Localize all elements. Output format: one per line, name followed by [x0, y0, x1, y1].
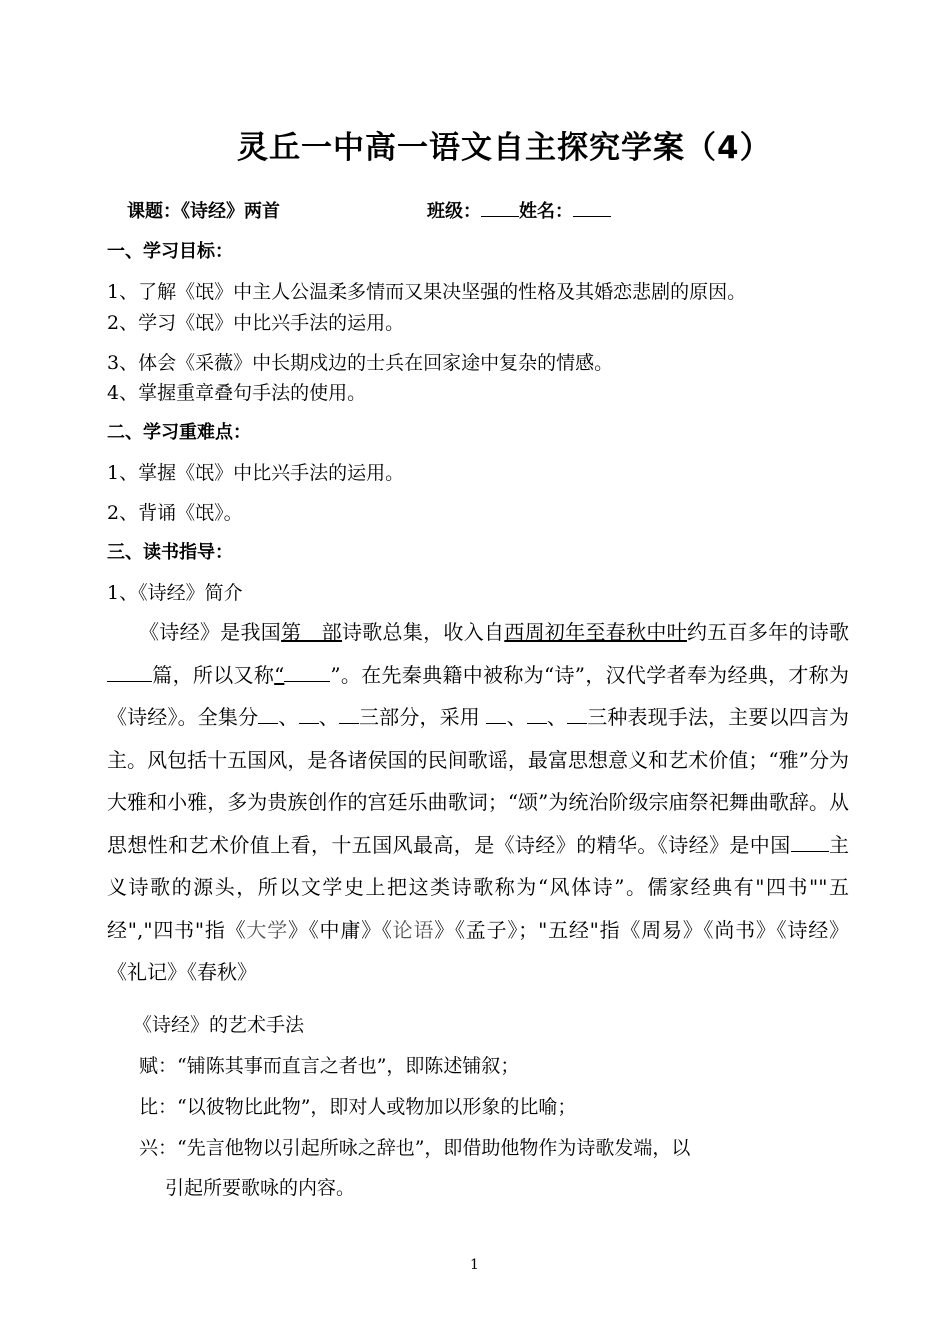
section2-heading: 二、学习重难点： — [107, 422, 251, 443]
class-blank — [481, 198, 519, 217]
name-label: 姓名： — [519, 201, 573, 222]
objective-item: 2、学习《氓》中比兴手法的运用。 — [107, 312, 405, 334]
name-blank — [573, 198, 611, 217]
blank-realism — [791, 831, 829, 852]
fill-answer: 西周初年至春秋中叶 — [504, 620, 687, 644]
fill-answer: 第 部 — [281, 620, 342, 644]
student-info-line — [427, 197, 611, 223]
topic-label: 课题： — [127, 201, 181, 222]
technique-bi: 比：“以彼物比此物”，即对人或物加以形象的比喻； — [139, 1096, 577, 1118]
intro-subheading: 1、《诗经》简介 — [107, 582, 243, 604]
technique-xing-continued: 引起所要歌咏的内容。 — [165, 1177, 356, 1199]
page-title: 灵丘一中高一语文自主探究学案（4） — [237, 130, 772, 166]
blank-part — [299, 703, 319, 724]
topic-value: 《诗经》两首 — [181, 201, 280, 222]
objective-item: 3、体会《采薇》中长期戍边的士兵在回家途中复杂的情感。 — [107, 352, 614, 374]
blank-technique — [527, 703, 547, 724]
blank-technique — [486, 703, 506, 724]
blank-count — [107, 661, 152, 682]
technique-fu: 赋：“铺陈其事而直言之者也”，即陈述铺叙； — [139, 1055, 520, 1077]
section3-heading: 三、读书指导： — [107, 542, 233, 563]
keypoint-item: 2、背诵《氓》。 — [107, 502, 243, 524]
blank-part — [258, 703, 278, 724]
shijing-intro-paragraph: 《诗经》是我国第 部诗歌总集，收入自西周初年至春秋中叶约五百多年的诗歌篇，所以又称“ ”。在先秦典籍中被称为“诗”，汉代学者奉为经典，才称为《诗经》。全集分 、 、 三部分，采用 、 、 三种表现手法，主要以四言为主。风包括十五国风，是各诸侯国的民间歌谣，最富思想意义和艺术价值；“雅”分为大雅和小雅，多为贵族创作的宫廷乐曲歌词；“颂”为统治阶级宗庙祭祀舞曲歌辞。从思想性和艺术价值上看，十五国风最高，是《诗经》的精华。《诗经》是中国 主义诗歌的源头，所以文学史上把这类诗歌称为“风体诗”。儒家经典有"四书""五经","四书"指《大学》《中庸》《论语》《孟子》；"五经"指《周易》《尚书》《诗经》《礼记》《春秋》 — [107, 620, 850, 984]
section1-heading: 一、学习目标： — [107, 241, 233, 262]
page-number: 1 — [470, 1257, 479, 1273]
technique-xing: 兴：“先言他物以引起所咏之辞也”，即借助他物作为诗歌发端，以 — [139, 1137, 691, 1159]
blank-part — [339, 703, 359, 724]
keypoint-item: 1、掌握《氓》中比兴手法的运用。 — [107, 462, 405, 484]
objective-item: 1、了解《氓》中主人公温柔多情而又果决坚强的性格及其婚恋悲剧的原因。 — [107, 281, 747, 303]
blank-alias — [284, 661, 330, 682]
topic-line — [127, 197, 280, 223]
objective-item: 4、掌握重章叠句手法的使用。 — [107, 382, 367, 404]
blank-technique — [567, 703, 587, 724]
art-techniques-heading: 《诗经》的艺术手法 — [133, 1014, 305, 1036]
class-label: 班级： — [427, 201, 481, 222]
